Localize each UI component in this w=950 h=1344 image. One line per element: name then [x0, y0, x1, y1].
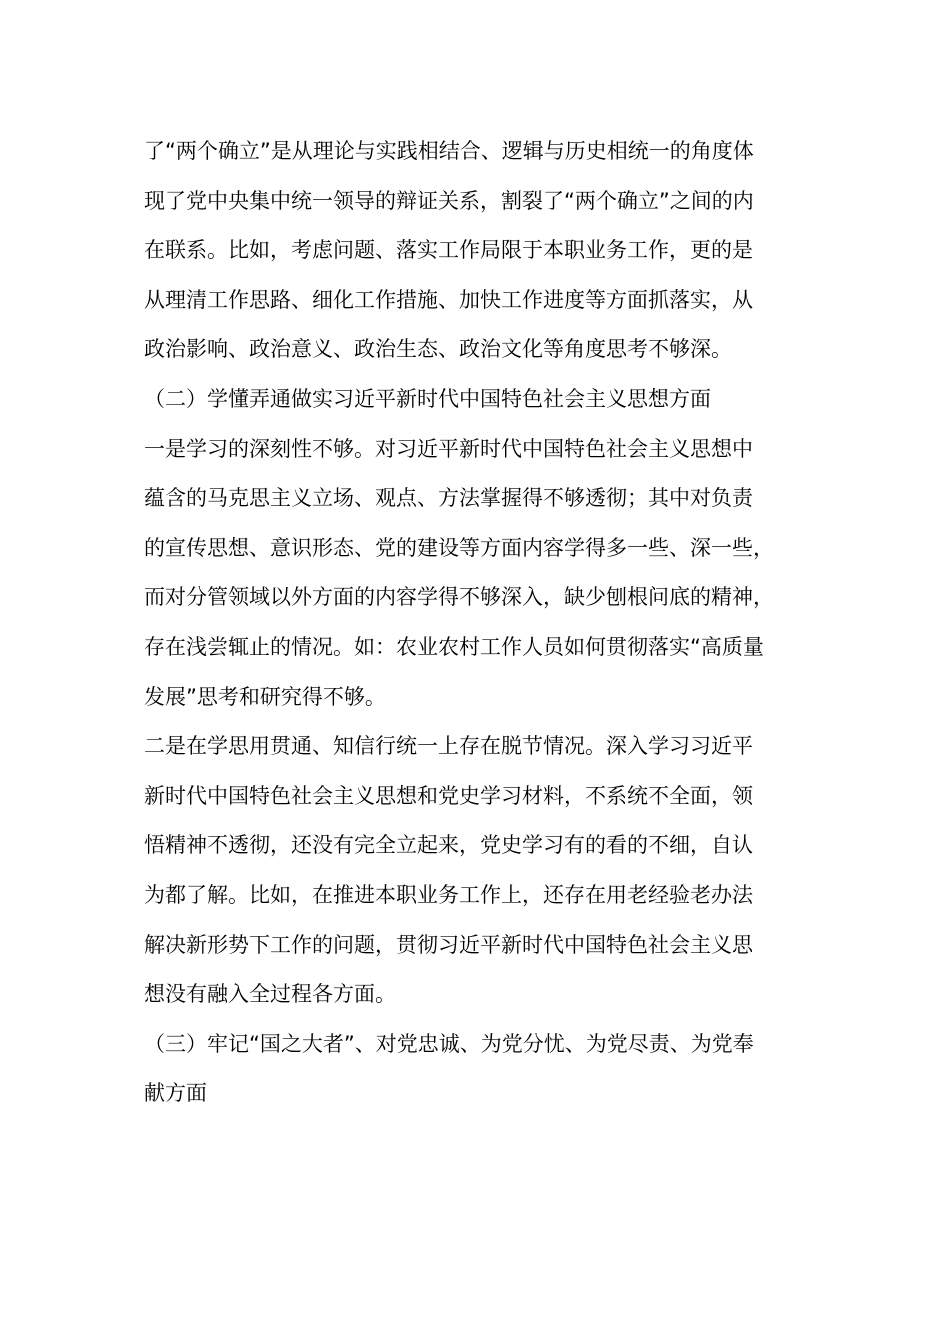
text-line: 新时代中国特色社会主义思想和党史学习材料，不系统不全面，领 — [144, 783, 753, 808]
text-line: 二是在学思用贯通、知信行统一上存在脱节情况。深入学习习近平 — [144, 734, 753, 759]
text-line: 政治影响、政治意义、政治生态、政治文化等角度思考不够深。 — [144, 337, 732, 362]
text-line: 了“两个确立”是从理论与实践相结合、逻辑与历史相统一的角度体 — [144, 139, 754, 163]
text-line: 现了党中央集中统一领导的辩证关系，割裂了“两个确立”之间的内 — [144, 188, 754, 213]
text-line: 从理清工作思路、细化工作措施、加快工作进度等方面抓落实，从 — [144, 287, 753, 312]
text-line: 为都了解。比如，在推进本职业务工作上，还存在用老经验老办法 — [144, 882, 753, 907]
text-line: 悟精神不透彻，还没有完全立起来，党史学习有的看的不细，自认 — [144, 833, 753, 858]
text-line: 解决新形势下工作的问题，贯彻习近平新时代中国特色社会主义思 — [144, 932, 753, 957]
body-text — [144, 127, 834, 1119]
text-line: 献方面 — [144, 1081, 207, 1106]
text-line: 的宣传思想、意识形态、党的建设等方面内容学得多一些、深一些， — [144, 535, 774, 560]
text-line: 一是学习的深刻性不够。对习近平新时代中国特色社会主义思想中 — [144, 436, 753, 461]
text-line: 发展”思考和研究得不够。 — [144, 684, 386, 709]
text-line: 想没有融入全过程各方面。 — [144, 982, 396, 1007]
text-line: 在联系。比如，考虑问题、落实工作局限于本职业务工作，更的是 — [144, 238, 753, 263]
text-line: 蕴含的马克思主义立场、观点、方法掌握得不够透彻；其中对负责 — [144, 486, 753, 511]
text-line: 存在浅尝辄止的情况。如：农业农村工作人员如何贯彻落实“高质量 — [144, 634, 764, 659]
text-line: 而对分管领域以外方面的内容学得不够深入，缺少刨根问底的精神， — [144, 585, 774, 610]
section-heading-3: （三）牢记“国之大者”、对党忠诚、为党分忧、为党尽责、为党奉 — [144, 1031, 754, 1056]
section-heading-2: （二）学懂弄通做实习近平新时代中国特色社会主义思想方面 — [144, 386, 711, 411]
